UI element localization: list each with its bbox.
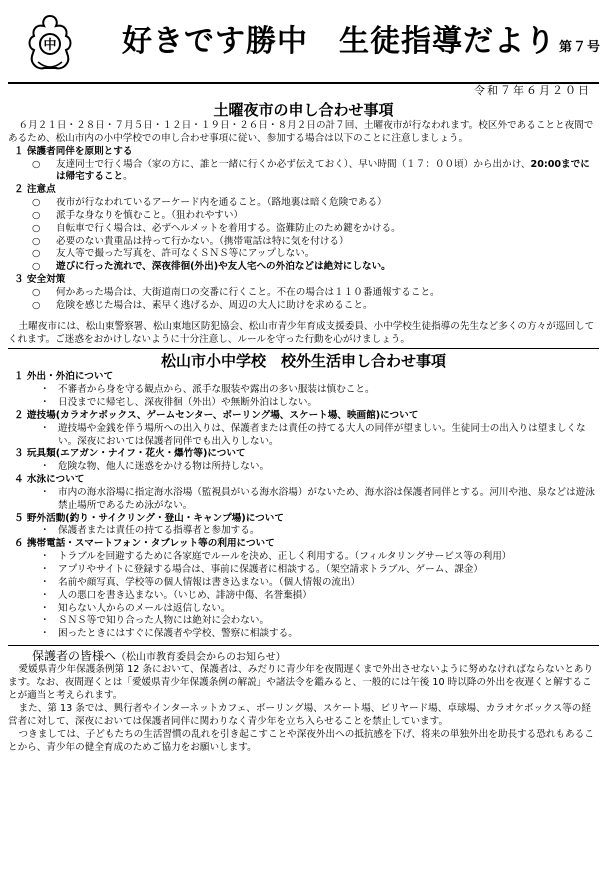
issue-number: 第７号	[559, 40, 602, 55]
list-item: ・ 不審者から身を守る観点から、派手な服装や露出の多い服装は慎むこと。	[8, 384, 599, 397]
s2-group1-heading: １ 外出・外泊について	[14, 371, 114, 383]
list-item: ・ 遊技場や金銭を伴う場所への出入りは、保護者または責任の持てる大人の同伴が望ましい。生徒同士の出入りは望ましくない。深夜においては保護者同伴でも出入りしない。	[8, 423, 599, 449]
notice-heading-text: 保護者の皆様へ	[32, 649, 117, 664]
s2-group4-heading: ４ 水泳について	[14, 474, 85, 486]
list-item: ○ 友達同士で行く場合（家の方に、誰と一緒に行くか必ず伝えておく）、早い時間（１７：００頃）から出かけ、20:00までには帰宅すること。	[8, 159, 599, 185]
s2-group5-heading: ５ 野外活動(釣り・サイクリング・登山・キャンプ場)について	[14, 512, 284, 524]
s2-group5-list	[8, 525, 599, 538]
list-item: ・ トラブルを回避するために各家庭でルールを決め、正しく利用する。（フィルタリングサービス等の利用）	[8, 551, 599, 564]
list-item: ・ 危険な物、他人に迷惑をかける物は所持しない。	[8, 461, 599, 474]
s2-group3-list	[8, 461, 599, 474]
section1-intro: ６月２１日・２８日・７月５日・１２日・１９日・２６日・８月２日の計７回、土曜夜市が行なわれます。校区外であることと夜間であるため、松山市内の小中学校での申し合わせ事項に従い、参加する場合は以下のことに注意しましょう。	[8, 120, 594, 144]
issue-date: 令和７年６月２０日	[474, 84, 591, 97]
list-item: ・ 知らない人からのメールは返信しない。	[8, 603, 599, 616]
list-item: ・ 日没までに帰宅し、深夜徘徊（外出）や無断外泊はしない。	[8, 397, 599, 410]
list-item: ○ 自転車で行く場合は、必ずヘルメットを着用する。盗難防止のため鍵をかける。	[8, 223, 599, 236]
s2-group6-list	[8, 551, 599, 641]
list-item: ○ 夜市が行なわれているアーケード内を通ること。（路地裏は暗く危険である）	[8, 197, 599, 210]
section1-title: 土曜夜市の申し合わせ事項	[213, 101, 394, 119]
s1-group1-heading: １ 保護者同伴を原則とする	[14, 145, 133, 157]
school-emblem-icon	[24, 12, 76, 74]
notice-paragraph-2: また、第 13 条では、興行者やインターネットカフェ、ボーリング場、スケート場、ビリヤード場、卓球場、カラオケボックス等の経営者に対して、深夜においては保護者同伴に関わりなく青少年を立ち入らせることを禁止しています。	[8, 702, 591, 727]
list-item: ○ 遊びに行った流れで、深夜徘徊(外出)や友人宅への外泊などは絶対にしない。	[8, 261, 599, 274]
list-item: ・ 名前や顔写真、学校等の個人情報は書き込まない。（個人情報の流出）	[8, 577, 599, 590]
s1-group3-list	[8, 287, 599, 313]
notice-heading-sub: （松山市教育委員会からのお知らせ）	[116, 652, 286, 664]
s1-group2-list	[8, 197, 599, 274]
notice-paragraph-1: 愛媛県青少年保護条例第 12 条において、保護者は、みだりに青少年を夜間遅くまで外出させないように努めなければならないとあります。なお、夜間遅くとは「愛媛県青少年保護条例の解説」や諸法令を鑑みると、一般的には午後 10 時以降の外出を夜遅くと解することが適当と考えられます。	[8, 664, 594, 702]
list-item: ・ 保護者または責任の持てる指導者と参加する。	[8, 525, 599, 538]
section1-closing: 土曜夜市には、松山東警察署、松山東地区防犯協会、松山市青少年育成支援委員、小中学校生徒指導の先生など多くの方々が巡回してくれます。ご迷惑をおかけしないように十分注意し、ルールを守った行動を心がけましょう。	[8, 320, 595, 345]
s2-group1-list	[8, 384, 599, 410]
s1-group3-heading: ３ 安全対策	[14, 274, 66, 286]
s2-group2-list	[8, 423, 599, 449]
s2-group6-heading: ６ 携帯電話・スマートフォン・タブレット等の利用について	[14, 538, 275, 550]
list-item: ○ 何かあった場合は、大街道南口の交番に行くこと。不在の場合は１１０番通報すること。	[8, 287, 599, 300]
section2-title: 松山市小中学校 校外生活申し合わせ事項	[8, 348, 599, 371]
s1-group2-heading: ２ 注意点	[14, 184, 56, 196]
emblem-char: 中	[43, 38, 57, 53]
s2-group3-heading: ３ 玩具類(エアガン・ナイフ・花火・爆竹等)について	[14, 448, 246, 460]
list-item: ○ 必要のない貴重品は持って行かない。（携帯電話は特に気を付ける）	[8, 236, 599, 249]
s2-group4-list	[8, 487, 599, 513]
list-item: ・ 人の悪口を書き込まない。（いじめ、誹謗中傷、名誉棄損）	[8, 590, 599, 603]
list-item: ・ ＳＮＳ等で知り合った人物には絶対に会わない。	[8, 615, 599, 628]
s2-group2-heading: ２ 遊技場(カラオケボックス、ゲームセンター、ボーリング場、スケート場、映画館)について	[14, 409, 419, 421]
s1-group1-list	[8, 159, 599, 185]
notice-heading	[32, 648, 599, 664]
header	[8, 0, 602, 97]
list-item: ・ アプリやサイトに登録する場合は、事前に保護者に相談する。（架空請求トラブル、ゲーム、課金）	[8, 564, 599, 577]
list-item: ○ 友人等で撮った写真を、許可なくＳＮＳ等にアップしない。	[8, 248, 599, 261]
title-text: 好きです勝中 生徒指導だより	[122, 24, 556, 59]
list-item: ○ 派手な身なりを慎むこと。（狙われやすい）	[8, 210, 599, 223]
notice-paragraph-3: つきましては、子どもたちの生活習慣の乱れを引き起こすことや深夜外出への抵抗感を下げ、将来の単独外出を助長する恐れもあることから、青少年の健全育成のためご協力をお願いします。	[8, 728, 594, 753]
newsletter-title	[122, 22, 601, 62]
list-item: ・ 市内の海水浴場に指定海水浴場（監視員がいる海水浴場）がないため、海水浴は保護者同伴とする。河川や池、泉などは遊泳禁止場所であるため泳がない。	[8, 487, 599, 513]
list-item: ○ 危険を感じた場合は、素早く逃げるか、周辺の大人に助けを求めること。	[8, 300, 599, 313]
parent-notice	[8, 645, 599, 754]
list-item: ・ 困ったときにはすぐに保護者や学校、警察に相談する。	[8, 628, 599, 641]
